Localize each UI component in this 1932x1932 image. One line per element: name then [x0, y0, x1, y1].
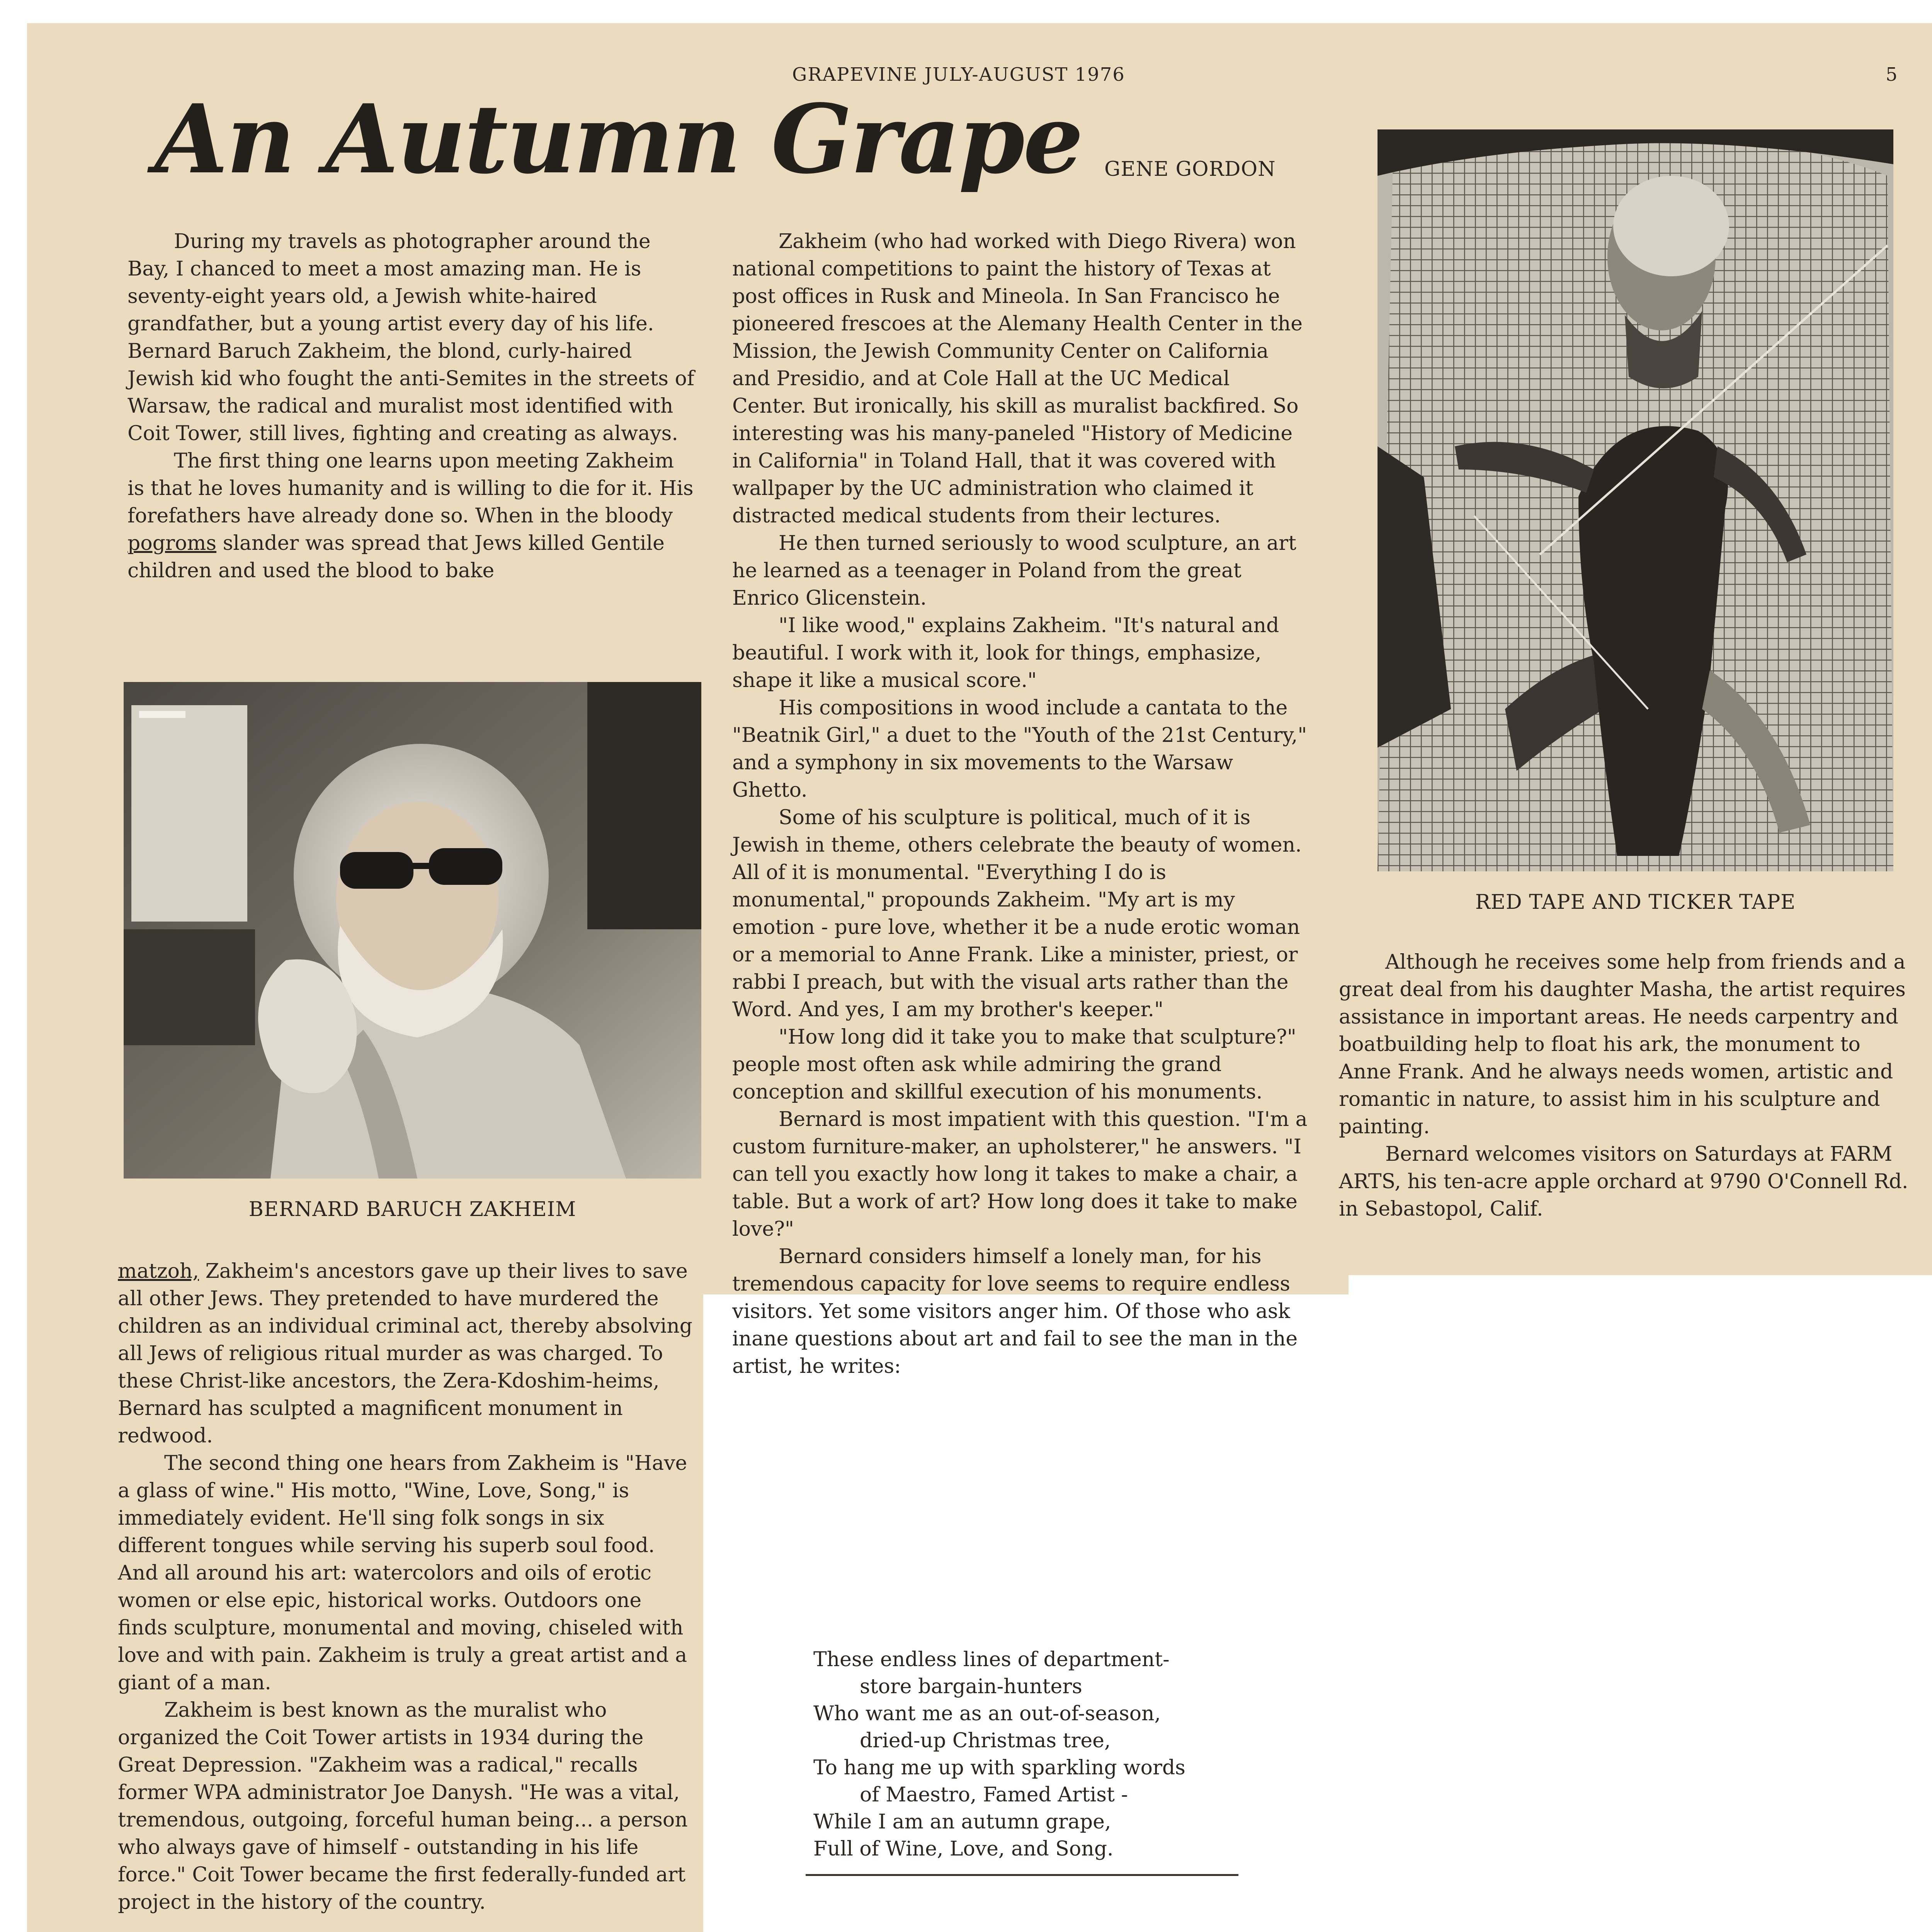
paragraph: During my travels as photographer around the Bay, I chanced to meet a most amazing man. He is seventy-eight years old, a Jewish white-haired grandfather, but a young artist every day of his life. Bernard Baruch Zakheim, the blond, curly-haired Jewish kid who fought the anti-Semites in the streets of Warsaw, the radical and muralist most identified with Coit Tower, still lives, fighting and creating as always.: [128, 230, 694, 445]
poem: [813, 1646, 1185, 1862]
poem-line: of Maestro, Famed Artist -: [860, 1783, 1128, 1806]
paragraph-text: The first thing one learns upon meeting Zakheim is that he loves humanity and is willing to die for it. His forefathers have already done so. When in the bloody: [128, 449, 694, 527]
paragraph: "How long did it take you to make that sculpture?" people most often ask while admiring the grand conception and skillful execution of his monuments.: [732, 1026, 1296, 1104]
paragraph: Bernard considers himself a lonely man, for his tremendous capacity for love seems to require endless visitors. Yet some visitors anger him. Of those who ask inane questions about art and fail to see the man in the artist, he writes:: [732, 1245, 1298, 1378]
paragraph: He then turned seriously to wood sculpture, an art he learned as a teenager in Poland from the great Enrico Glicenstein.: [732, 532, 1296, 610]
sculpture-caption: RED TAPE AND TICKER TAPE: [1475, 891, 1796, 914]
paragraph: The second thing one hears from Zakheim is "Have a glass of wine." His motto, "Wine, Love, Song," is immediately evident. He'll sing folk songs in six different tongues while serving his superb soul food. And all around his art: watercolors and oils of erotic women or else epic, historical works. Outdoors one finds sculpture, monumental and moving, chiseled with love and with pain. Zakheim is truly a great artist and a giant of a man.: [118, 1452, 687, 1694]
paragraph: Although he receives some help from friends and a great deal from his daughter Masha, the artist requires assistance in important areas. He needs carpentry and boatbuilding help to float his ark, the monument to Anne Frank. And he always needs women, artistic and romantic in nature, to assist him in his sculpture and painting.: [1339, 951, 1906, 1138]
poem-bottom-rule: [806, 1874, 1238, 1876]
paragraph: [128, 447, 696, 585]
poem-line: While I am an autumn grape,: [813, 1810, 1111, 1833]
paragraph: Zakheim is best known as the muralist who organized the Coit Tower artists in 1934 during the Great Depression. "Zakheim was a radical," recalls former WPA administrator Joe Danysh. "He was a vital, tremendous, outgoing, forceful human being... a person who always gave of himself - outstanding in his life force." Coit Tower became the first federally-funded art project in the history of the country.: [118, 1699, 688, 1914]
poem-line: Full of Wine, Love, and Song.: [813, 1837, 1114, 1861]
byline: GENE GORDON: [1104, 158, 1276, 181]
poem-line: store bargain-hunters: [860, 1675, 1082, 1698]
portrait-illustration: [124, 682, 701, 1179]
paragraph-text: slander was spread that Jews killed Gentile children and used the blood to bake: [128, 532, 665, 582]
column-1-top: [128, 228, 696, 585]
underlined-word: pogroms: [128, 532, 217, 555]
paragraph: Zakheim (who had worked with Diego Rivera) won national competitions to paint the history of Texas at post offices in Rusk and Mineola. In San Francisco he pioneered frescoes at the Alemany Health Center in the Mission, the Jewish Community Center on California and Presidio, and at Cole Hall at the UC Medical Center. But ironically, his skill as muralist backfired. So interesting was his many-paneled "History of Medicine in California" in Toland Hall, that it was covered with wallpaper by the UC administration who claimed it distracted medical students from their lectures.: [732, 230, 1303, 527]
poem-line: These endless lines of department-: [813, 1648, 1170, 1671]
portrait-photo: [124, 682, 701, 1179]
column-2: [732, 228, 1310, 1380]
paragraph: [118, 1258, 694, 1450]
portrait-caption: BERNARD BARUCH ZAKHEIM: [248, 1198, 577, 1221]
sculpture-photo: [1378, 129, 1893, 871]
poem-line: To hang me up with sparkling words: [813, 1756, 1185, 1779]
paragraph: "I like wood," explains Zakheim. "It's natural and beautiful. I work with it, look for things, emphasize, shape it like a musical score.": [732, 614, 1279, 692]
paragraph: Bernard welcomes visitors on Saturdays at FARM ARTS, his ten-acre apple orchard at 9790 O'Connell Rd. in Sebastopol, Calif.: [1339, 1143, 1908, 1221]
underlined-word: matzoh,: [118, 1260, 199, 1283]
paragraph: Some of his sculpture is political, much of it is Jewish in theme, others celebrate the beauty of women. All of it is monumental. "Everything I do is monumental," propounds Zakheim. "My art is my emotion - pure love, whether it be a nude erotic woman or a memorial to Anne Frank. Like a minister, priest, or rabbi I preach, but with the visual arts rather than the Word. And yes, I am my brother's keeper.": [732, 806, 1302, 1021]
column-3: [1339, 949, 1911, 1223]
masthead: GRAPEVINE JULY-AUGUST 1976: [792, 64, 1125, 85]
poem-line: Who want me as an out-of-season,: [813, 1702, 1161, 1725]
page-number: 5: [1886, 64, 1898, 85]
sculpture-illustration: [1378, 129, 1893, 871]
column-1-bottom: [118, 1258, 694, 1916]
paragraph: Bernard is most impatient with this question. "I'm a custom furniture-maker, an upholsterer," he answers. "I can tell you exactly how long it takes to make a chair, a table. But a work of art? How long does it take to make love?": [732, 1108, 1308, 1241]
paragraph: His compositions in wood include a cantata to the "Beatnik Girl," a duet to the "Youth of the 21st Century," and a symphony in six movements to the Warsaw Ghetto.: [732, 696, 1307, 802]
poem-line: dried-up Christmas tree,: [860, 1729, 1111, 1752]
paragraph-text: Zakheim's ancestors gave up their lives to save all other Jews. They pretended to have murdered the children as an individual criminal act, thereby absolving all Jews of religious ritual murder as was charged. To these Christ-like ancestors, the Zera-Kdoshim-heims, Bernard has sculpted a magnificent monument in redwood.: [118, 1260, 693, 1447]
article-title: An Autumn Grape: [155, 83, 1082, 195]
